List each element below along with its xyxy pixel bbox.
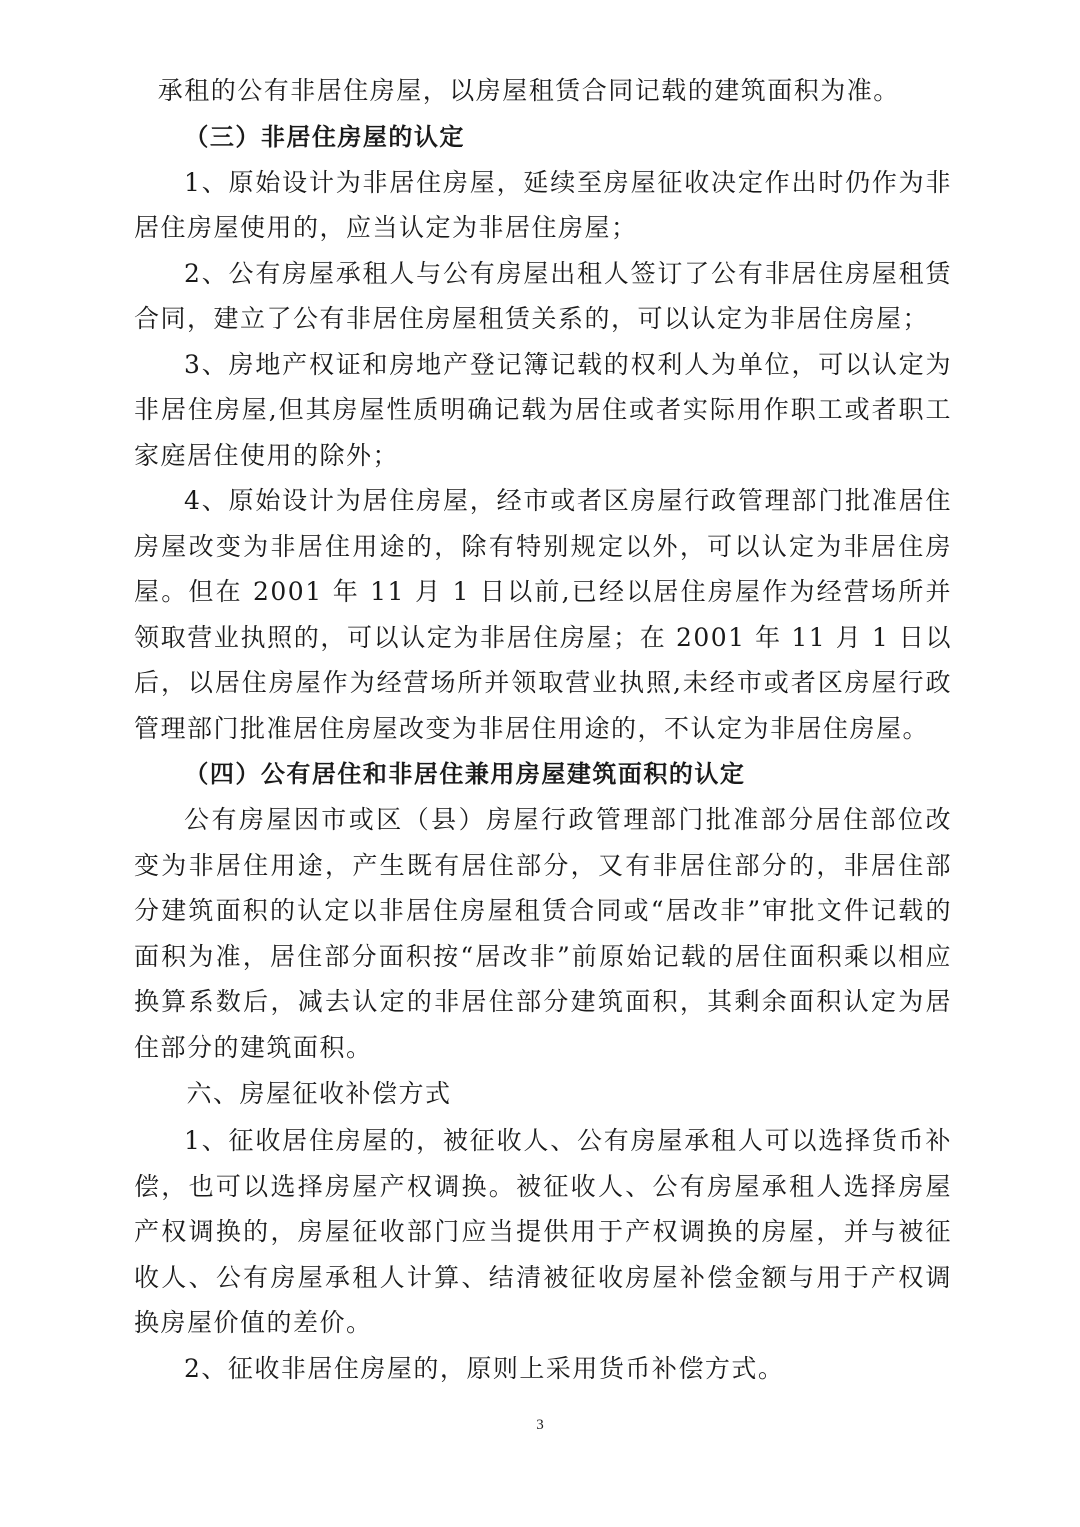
paragraph-item-4: 4、原始设计为居住房屋，经市或者区房屋行政管理部门批准居住房屋改变为非居住用途的，除有特别规定以外，可以认定为非居住房屋。但在 2001 年 11 月 1 日以前,已经以居住房屋作为经营场所并领取营业执照的，可以认定为非居住房屋；在 2001 年 11 月 1 日以后，以居住房屋作为经营场所并领取营业执照,未经市或者区房屋行政管理部门批准居住房屋改变为非居住用途的，不认定为非居住房屋。 xyxy=(134,486,952,743)
document-page xyxy=(134,68,952,1391)
paragraph-compensation-2: 2、征收非居住房屋的，原则上采用货币补偿方式。 xyxy=(184,1353,785,1383)
paragraph-compensation-1: 1、征收居住房屋的，被征收人、公有房屋承租人可以选择货币补偿，也可以选择房屋产权调换。被征收人、公有房屋承租人选择房屋产权调换的，房屋征收部门应当提供用于产权调换的房屋，并与被征收人、公有房屋承租人计算、结清被征收房屋补偿金额与用于产权调换房屋价值的差价。 xyxy=(134,1126,952,1337)
paragraph-mixed-use: 公有房屋因市或区（县）房屋行政管理部门批准部分居住部位改变为非居住用途，产生既有居住部分，又有非居住部分的，非居住部分建筑面积的认定以非居住房屋租赁合同或“居改非”审批文件记载的面积为准，居住部分面积按“居改非”前原始记载的居住面积乘以相应换算系数后，减去认定的非居住部分建筑面积，其剩余面积认定为居住部分的建筑面积。 xyxy=(134,805,952,1062)
paragraph-lease-area: 承租的公有非居住房屋，以房屋租赁合同记载的建筑面积为准。 xyxy=(157,76,900,105)
subheading-mixed-use-area: （四）公有居住和非居住兼用房屋建筑面积的认定 xyxy=(184,760,746,788)
page-number: 3 xyxy=(536,1417,544,1433)
subheading-non-residential-identification: （三）非居住房屋的认定 xyxy=(184,122,465,151)
paragraph-item-1: 1、原始设计为非居住房屋，延续至房屋征收决定作出时仍作为非居住房屋使用的，应当认定为非居住房屋； xyxy=(134,167,952,242)
paragraph-item-2: 2、公有房屋承租人与公有房屋出租人签订了公有非居住房屋租赁合同，建立了公有非居住房屋租赁关系的，可以认定为非居住房屋； xyxy=(134,258,952,333)
paragraph-item-3: 3、房地产权证和房地产登记簿记载的权利人为单位，可以认定为非居住房屋,但其房屋性质明确记载为居住或者实际用作职工或者职工家庭居住使用的除外； xyxy=(134,349,952,470)
section-heading-compensation: 六、房屋征收补偿方式 xyxy=(186,1079,452,1108)
